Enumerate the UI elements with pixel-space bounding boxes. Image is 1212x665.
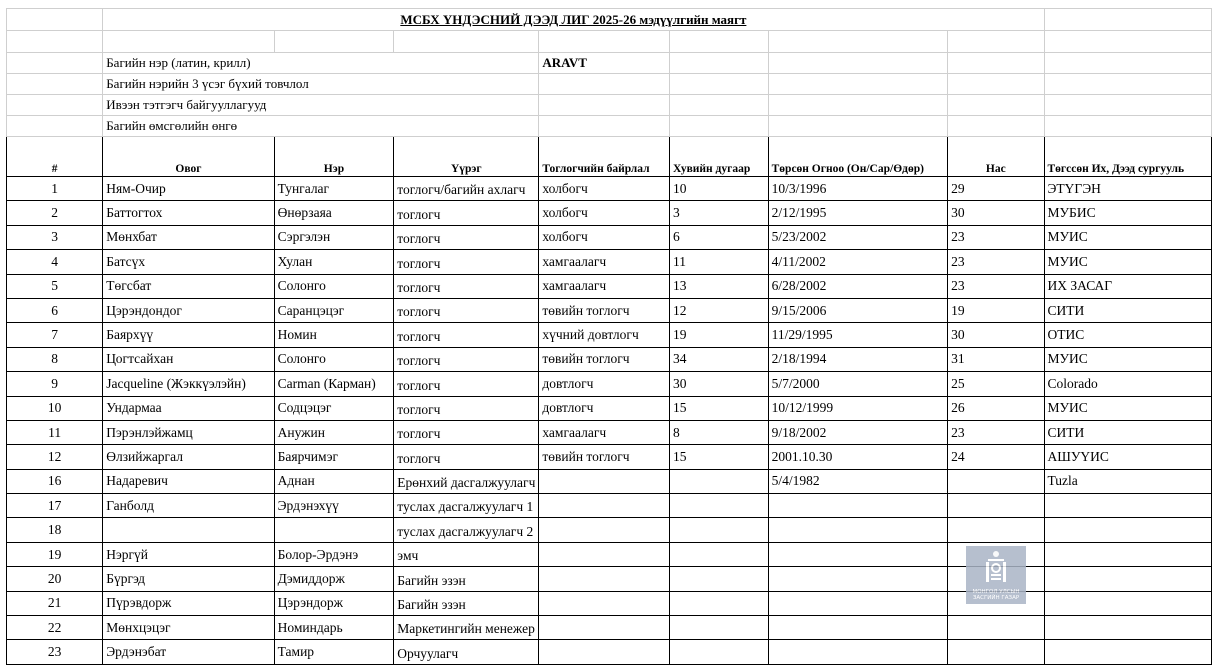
cell-age[interactable]: 25 [948,372,1044,396]
cell-position[interactable]: хүчний довтлогч [539,323,670,347]
cell-role[interactable]: эмч [394,542,539,566]
table-row [7,274,1212,298]
cell-first[interactable]: Содцэцэг [274,396,394,420]
table-row [7,567,1212,591]
column-header[interactable]: # [7,137,103,177]
cell-no[interactable]: 18 [7,518,103,542]
cell-dob[interactable]: 5/7/2000 [768,372,948,396]
cell-dob[interactable]: 9/18/2002 [768,420,948,444]
cell-age[interactable] [948,640,1044,664]
cell-age[interactable] [948,494,1044,518]
cell-jersey[interactable] [669,542,768,566]
table-row [7,250,1212,274]
cell-dob[interactable]: 4/11/2002 [768,250,948,274]
cell-school[interactable] [1044,591,1212,615]
cell-dob[interactable] [768,542,948,566]
table-row [7,494,1212,518]
cell-jersey[interactable]: 30 [669,372,768,396]
cell[interactable] [669,74,768,95]
cell-dob[interactable] [768,591,948,615]
cell-position[interactable]: довтлогч [539,396,670,420]
cell[interactable] [948,53,1044,74]
cell-no[interactable]: 12 [7,445,103,469]
info-value[interactable] [539,95,670,116]
cell-last[interactable]: Төгсбат [103,274,274,298]
column-header[interactable]: Төрсөн Огноо (Он/Сар/Өдөр) [768,137,948,177]
soyombo-icon [982,550,1010,584]
cell-first[interactable]: Цэрэндорж [274,591,394,615]
cell-no[interactable]: 21 [7,591,103,615]
cell-jersey[interactable]: 3 [669,201,768,225]
cell-school[interactable] [1044,567,1212,591]
cell-dob[interactable]: 5/4/1982 [768,469,948,493]
cell-no[interactable]: 1 [7,177,103,201]
info-row [7,53,1212,74]
cell-dob[interactable]: 2/12/1995 [768,201,948,225]
cell-jersey[interactable] [669,469,768,493]
table-row [7,347,1212,371]
cell-role[interactable]: тоглогч/багийн ахлагч [394,177,539,201]
cell[interactable] [948,95,1044,116]
cell-jersey[interactable]: 10 [669,177,768,201]
cell-no[interactable]: 7 [7,323,103,347]
cell-first[interactable]: Өнөрзаяа [274,201,394,225]
cell-dob[interactable] [768,616,948,640]
cell-jersey[interactable]: 6 [669,225,768,249]
cell-school[interactable]: МУИС [1044,250,1212,274]
cell-first[interactable]: Хулан [274,250,394,274]
cell-role[interactable]: тоглогч [394,445,539,469]
cell-role[interactable]: Ерөнхий дасгалжуулагч [394,469,539,493]
cell-last[interactable]: Өлзийжаргал [103,445,274,469]
cell-dob[interactable]: 10/12/1999 [768,396,948,420]
info-row [7,74,1212,95]
cell-last[interactable]: Нэргүй [103,542,274,566]
registration-table [6,8,1212,665]
cell-position[interactable] [539,518,670,542]
cell-role[interactable]: туслах дасгалжуулагч 1 [394,494,539,518]
cell-school[interactable] [1044,640,1212,664]
cell-dob[interactable]: 6/28/2002 [768,274,948,298]
cell[interactable] [394,53,539,74]
cell-dob[interactable]: 2/18/1994 [768,347,948,371]
cell-school[interactable]: СИТИ [1044,298,1212,322]
cell-no[interactable]: 9 [7,372,103,396]
cell-position[interactable]: хамгаалагч [539,420,670,444]
cell-school[interactable]: ИХ ЗАСАГ [1044,274,1212,298]
cell-role[interactable]: Багийн эзэн [394,567,539,591]
cell-age[interactable]: 23 [948,274,1044,298]
cell-position[interactable]: төвийн тоглогч [539,347,670,371]
column-header[interactable]: Нэр [274,137,394,177]
info-label[interactable]: Багийн нэрийн 3 үсэг бүхий товчлол [103,74,394,95]
cell-first[interactable]: Номин [274,323,394,347]
cell-first[interactable] [274,518,394,542]
cell-no[interactable]: 17 [7,494,103,518]
cell-role[interactable]: туслах дасгалжуулагч 2 [394,518,539,542]
cell-first[interactable]: Дэмиддорж [274,567,394,591]
cell-position[interactable] [539,542,670,566]
cell-first[interactable]: Carman (Карман) [274,372,394,396]
cell-age[interactable]: 23 [948,420,1044,444]
cell-school[interactable]: ОТИС [1044,323,1212,347]
cell-jersey[interactable]: 19 [669,323,768,347]
cell-no[interactable]: 10 [7,396,103,420]
cell-dob[interactable]: 9/15/2006 [768,298,948,322]
cell-age[interactable]: 26 [948,396,1044,420]
table-row [7,616,1212,640]
cell-age[interactable]: 31 [948,347,1044,371]
cell-age[interactable] [948,518,1044,542]
cell-age[interactable] [948,469,1044,493]
cell-no[interactable]: 23 [7,640,103,664]
cell-last[interactable]: Мөнхцэцэг [103,616,274,640]
table-row [7,420,1212,444]
cell-last[interactable] [103,518,274,542]
cell-no[interactable]: 11 [7,420,103,444]
cell[interactable] [1044,74,1212,95]
cell-jersey[interactable] [669,518,768,542]
cell[interactable] [7,53,103,74]
cell-age[interactable]: 23 [948,225,1044,249]
cell-jersey[interactable] [669,640,768,664]
info-label[interactable]: Багийн нэр (латин, крилл) [103,53,394,74]
cell-role[interactable]: тоглогч [394,225,539,249]
cell-last[interactable]: Jacqueline (Жэккүэлэйн) [103,372,274,396]
cell-role[interactable]: тоглогч [394,201,539,225]
column-header[interactable]: Тоглогчийн байрлал [539,137,670,177]
cell-no[interactable]: 16 [7,469,103,493]
cell-position[interactable]: төвийн тоглогч [539,298,670,322]
cell[interactable] [394,95,539,116]
info-label[interactable]: Ивээн тэтгэгч байгууллагууд [103,95,394,116]
cell-jersey[interactable] [669,616,768,640]
table-row [7,542,1212,566]
cell-dob[interactable] [768,494,948,518]
cell-jersey[interactable]: 13 [669,274,768,298]
cell-age[interactable]: 23 [948,250,1044,274]
cell-jersey[interactable]: 34 [669,347,768,371]
blank-row [7,31,1212,53]
cell-jersey[interactable] [669,494,768,518]
info-label[interactable]: Багийн өмсгөлийн өнгө [103,116,394,137]
form-title[interactable]: МСБХ ҮНДЭСНИЙ ДЭЭД ЛИГ 2025-26 мэдүүлгийн маягт [103,9,1044,31]
cell-first[interactable]: Тамир [274,640,394,664]
cell-position[interactable]: холбогч [539,177,670,201]
cell[interactable] [948,116,1044,137]
cell[interactable] [768,74,948,95]
cell-last[interactable]: Эрдэнэбат [103,640,274,664]
cell-position[interactable] [539,591,670,615]
cell-no[interactable]: 5 [7,274,103,298]
cell-first[interactable]: Анужин [274,420,394,444]
cell[interactable] [1044,53,1212,74]
cell[interactable] [7,116,103,137]
column-header[interactable]: Нас [948,137,1044,177]
cell-no[interactable]: 22 [7,616,103,640]
cell-last[interactable]: Баярхүү [103,323,274,347]
cell-position[interactable] [539,616,670,640]
cell-age[interactable]: 30 [948,201,1044,225]
cell-position[interactable]: холбогч [539,201,670,225]
cell-jersey[interactable] [669,591,768,615]
cell-last[interactable]: Пэрэнлэйжамц [103,420,274,444]
cell-last[interactable]: Цэрэндондог [103,298,274,322]
column-header[interactable]: Үүрэг [394,137,539,177]
cell-school[interactable] [1044,518,1212,542]
cell-school[interactable]: Tuzla [1044,469,1212,493]
info-row [7,116,1212,137]
cell[interactable] [768,53,948,74]
table-row [7,225,1212,249]
cell-jersey[interactable]: 11 [669,250,768,274]
cell-role[interactable]: тоглогч [394,323,539,347]
cell-jersey[interactable]: 8 [669,420,768,444]
cell[interactable] [669,53,768,74]
government-emblem-watermark [966,546,1026,604]
cell-dob[interactable]: 11/29/1995 [768,323,948,347]
cell-school[interactable] [1044,542,1212,566]
cell-no[interactable]: 6 [7,298,103,322]
cell-school[interactable]: МУИС [1044,347,1212,371]
cell-age[interactable]: 30 [948,323,1044,347]
cell-dob[interactable]: 10/3/1996 [768,177,948,201]
cell-jersey[interactable]: 12 [669,298,768,322]
table-row [7,323,1212,347]
table-row [7,445,1212,469]
cell[interactable] [7,74,103,95]
cell-first[interactable]: Солонго [274,274,394,298]
cell-school[interactable]: АШУҮИС [1044,445,1212,469]
cell[interactable] [394,116,539,137]
cell[interactable] [948,74,1044,95]
cell-first[interactable]: Болор-Эрдэнэ [274,542,394,566]
table-row [7,372,1212,396]
cell-school[interactable]: Colorado [1044,372,1212,396]
info-value[interactable] [539,74,670,95]
cell-school[interactable] [1044,494,1212,518]
cell-position[interactable] [539,469,670,493]
cell-first[interactable]: Баярчимэг [274,445,394,469]
cell-dob[interactable]: 2001.10.30 [768,445,948,469]
table-row [7,518,1212,542]
cell-age[interactable]: 19 [948,298,1044,322]
cell-no[interactable]: 4 [7,250,103,274]
cell-jersey[interactable]: 15 [669,396,768,420]
info-value[interactable]: ARAVT [539,53,670,74]
cell-role[interactable]: Багийн эзэн [394,591,539,615]
cell-last[interactable]: Ням-Очир [103,177,274,201]
cell-role[interactable]: тоглогч [394,250,539,274]
column-header[interactable]: Төгссөн Их, Дээд сургууль [1044,137,1212,177]
cell-last[interactable]: Батсүх [103,250,274,274]
cell-last[interactable]: Баттогтох [103,201,274,225]
cell-age[interactable]: 29 [948,177,1044,201]
cell-first[interactable]: Аднан [274,469,394,493]
cell-position[interactable]: довтлогч [539,372,670,396]
cell-role[interactable]: тоглогч [394,274,539,298]
cell-school[interactable]: СИТИ [1044,420,1212,444]
cell-dob[interactable] [768,640,948,664]
cell-position[interactable] [539,494,670,518]
cell[interactable] [394,74,539,95]
column-header-row [7,137,1212,177]
cell-first[interactable]: Эрдэнэхүү [274,494,394,518]
cell-school[interactable]: МУИС [1044,225,1212,249]
column-header[interactable]: Хувийн дугаар [669,137,768,177]
cell-school[interactable] [1044,616,1212,640]
cell-no[interactable]: 3 [7,225,103,249]
cell[interactable] [1044,95,1212,116]
cell-no[interactable]: 2 [7,201,103,225]
cell[interactable] [768,95,948,116]
cell-role[interactable]: тоглогч [394,372,539,396]
cell-role[interactable]: тоглогч [394,347,539,371]
cell-first[interactable]: Сэргэлэн [274,225,394,249]
cell-position[interactable] [539,567,670,591]
table-row [7,640,1212,664]
cell-last[interactable]: Ганболд [103,494,274,518]
cell-dob[interactable]: 5/23/2002 [768,225,948,249]
cell-jersey[interactable]: 15 [669,445,768,469]
cell-jersey[interactable] [669,567,768,591]
cell-dob[interactable] [768,567,948,591]
cell-first[interactable]: Саранцэцэг [274,298,394,322]
cell-role[interactable]: тоглогч [394,396,539,420]
table-row [7,469,1212,493]
cell-first[interactable]: Солонго [274,347,394,371]
column-header[interactable]: Овог [103,137,274,177]
cell-last[interactable]: Цогтсайхан [103,347,274,371]
cell-position[interactable] [539,640,670,664]
cell[interactable] [768,116,948,137]
table-row [7,201,1212,225]
cell-age[interactable] [948,616,1044,640]
cell-last[interactable]: Надаревич [103,469,274,493]
cell-no[interactable]: 20 [7,567,103,591]
cell-role[interactable]: Орчуулагч [394,640,539,664]
cell-position[interactable]: хамгаалагч [539,274,670,298]
cell-position[interactable]: төвийн тоглогч [539,445,670,469]
cell-last[interactable]: Пүрэвдорж [103,591,274,615]
cell[interactable] [7,95,103,116]
cell-no[interactable]: 8 [7,347,103,371]
cell-first[interactable]: Тунгалаг [274,177,394,201]
cell-position[interactable]: холбогч [539,225,670,249]
cell-dob[interactable] [768,518,948,542]
cell-age[interactable]: 24 [948,445,1044,469]
table-row [7,591,1212,615]
cell-school[interactable]: ЭТҮГЭН [1044,177,1212,201]
cell-role[interactable]: тоглогч [394,298,539,322]
info-value[interactable] [539,116,670,137]
cell-school[interactable]: МУИС [1044,396,1212,420]
cell[interactable] [669,95,768,116]
emblem-caption: МОНГОЛ УЛСЫН ЗАСГИЙН ГАЗАР [972,589,1020,601]
title-row [7,9,1212,31]
cell-first[interactable]: Номиндарь [274,616,394,640]
cell-position[interactable]: хамгаалагч [539,250,670,274]
cell-last[interactable]: Бүргэд [103,567,274,591]
table-row [7,298,1212,322]
cell-role[interactable]: тоглогч [394,420,539,444]
info-row [7,95,1212,116]
cell[interactable] [1044,116,1212,137]
table-row [7,396,1212,420]
cell-no[interactable]: 19 [7,542,103,566]
cell[interactable] [669,116,768,137]
cell-last[interactable]: Мөнхбат [103,225,274,249]
cell-school[interactable]: МУБИС [1044,201,1212,225]
table-row [7,177,1212,201]
cell-role[interactable]: Маркетингийн менежер [394,616,539,640]
cell-last[interactable]: Ундармаа [103,396,274,420]
